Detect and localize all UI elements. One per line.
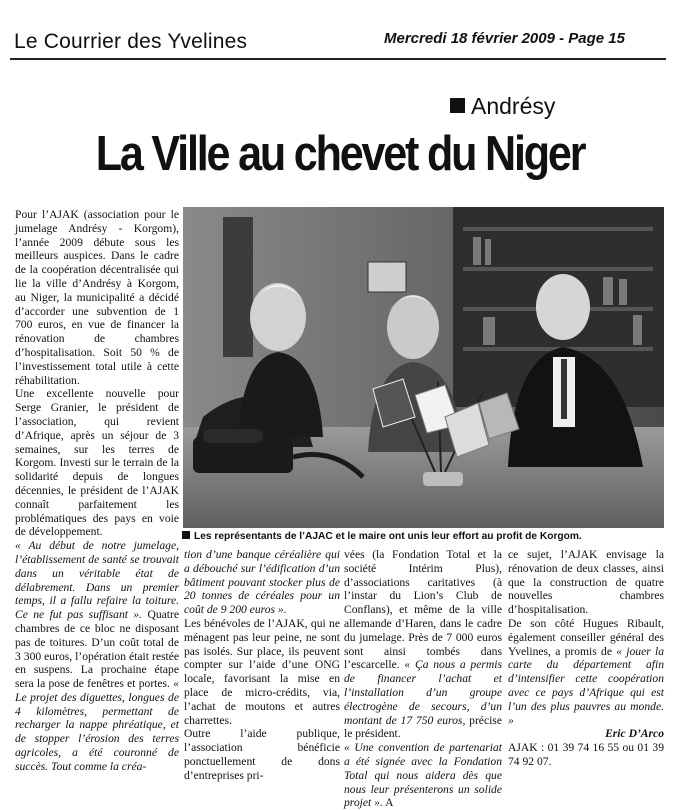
paragraph: ce sujet, l’AJAK envisage la rénovation de deux classes, ainsi que la construction de quatre nouvelles chambres d’hospitalisation. [508, 548, 664, 617]
quote: « Le projet des diguettes, longues de 4 kilomètres, permettant de recharger la nappe phréatique, et de stopper l’érosion des terres agricoles, a été couronné de succès. Tout comme la créa- [15, 677, 179, 773]
article-photo [183, 207, 664, 528]
caption-text: Les représentants de l’AJAC et le maire ont unis leur effort au profit de Korgom. [194, 531, 582, 542]
paragraph: Pour l’AJAK (association pour le jumelage Andrésy - Korgom), l’année 2009 débute sous les meilleurs auspices. Dans le cadre de la coopération décentralisée qui lie la ville d’Andrésy à Korgom, au Niger, la municipalité a décidé d’accorder une subvention de 1 700 euros, en vue de financer la rénovation de chambres d’hospitalisation. Soit 50 % de l’investissement total utile à cette réhabilitation. [15, 208, 179, 387]
text: Quatre chambres de ce bloc ne disposant pas de toitures. D’un coût total de 3 300 euros, l’opération était restée en suspens. La prochaine étape sera la pose de fenêtres et portes. [15, 608, 179, 691]
paragraph [15, 539, 179, 774]
square-bullet-icon [182, 531, 190, 539]
quote: « Ça nous a permis de financer l’achat et l’installation d’un groupe électrogène de secours, d’un montant de 17 750 euros, [344, 658, 502, 727]
kicker-text: Andrésy [471, 93, 556, 119]
text: De son côté Hugues Ribault, également conseiller général des Yvelines, a promis de [508, 616, 664, 658]
text: A [385, 796, 394, 810]
photo-caption [182, 531, 666, 542]
quote: tion d’une banque céréalière qui a débouché sur l’édification d’un bâtiment pouvant stocker plus de 20 tonnes de céréales pour un coût de 9 200 euros ». [184, 548, 340, 617]
top-rule [10, 58, 666, 60]
article-column-3 [344, 548, 502, 810]
square-bullet-icon [450, 98, 465, 113]
contact-info: AJAK : 01 39 74 16 55 ou 01 39 74 92 07. [508, 741, 664, 768]
issue-date: Mercredi 18 février 2009 - Page 15 [384, 30, 625, 47]
section-kicker [450, 93, 555, 120]
article-column-4 [508, 548, 664, 769]
paragraph: Les bénévoles de l’AJAK, qui ne ménagent pas leur peine, ne sont pas isolés. Sur place, ils peuvent compter sur l’aide d’une ONG locale, favorisant la mise en place de micro-crédits, via, l’achat de moutons et autres charrettes. [184, 616, 340, 727]
paragraph [344, 548, 502, 741]
paragraph: Outre l’aide publique, l’association bénéficie ponctuellement de dons d’entreprises pri- [184, 727, 340, 782]
paragraph: Une excellente nouvelle pour Serge Granier, le président de l’association, qui revient d’Afrique, après un séjour de 3 semaines, sur les terres de Korgom. Investi sur le terrain de la solidarité depuis de longues décennies, le président de l’AJAK connaît parfaitement les problématiques des pays en voie de développement. [15, 387, 179, 539]
author-signature: Eric D’Arco [605, 727, 664, 741]
text: précise le président. [344, 713, 502, 741]
text: vées (la Fondation Total et la société Intérim Plus), d’associations caritatives (à l’instar du Lion’s Club de Conflans), et même de la ville allemande d’Haren, dans le cadre du jumelage. Près de 7 000 euros sont ainsi tombés dans l’escarcelle. [344, 548, 502, 672]
quote: « Au début de notre jumelage, l’établissement de santé se trouvait dans un véritable état de délabrement. Dans un premier temps, il a fallu refaire la toiture. Ce ne fut pas suffisant ». [15, 539, 179, 622]
newspaper-name: Le Courrier des Yvelines [14, 30, 248, 53]
headline: La Ville au chevet du Niger [95, 127, 585, 181]
paragraph [508, 617, 664, 727]
article-column-2 [184, 548, 340, 783]
photo-illustration [183, 207, 664, 528]
quote: « Une convention de partenariat a été signée avec la Fondation Total qui nous aidera dès que nous leur présenterons un solide projet ». [344, 741, 502, 810]
quote: « jouer la carte du département afin d’intensifier cette coopération avec ce pays d’Afrique qui est l’un des plus pauvres au monde. » [508, 644, 664, 727]
article-column-1 [15, 208, 179, 774]
